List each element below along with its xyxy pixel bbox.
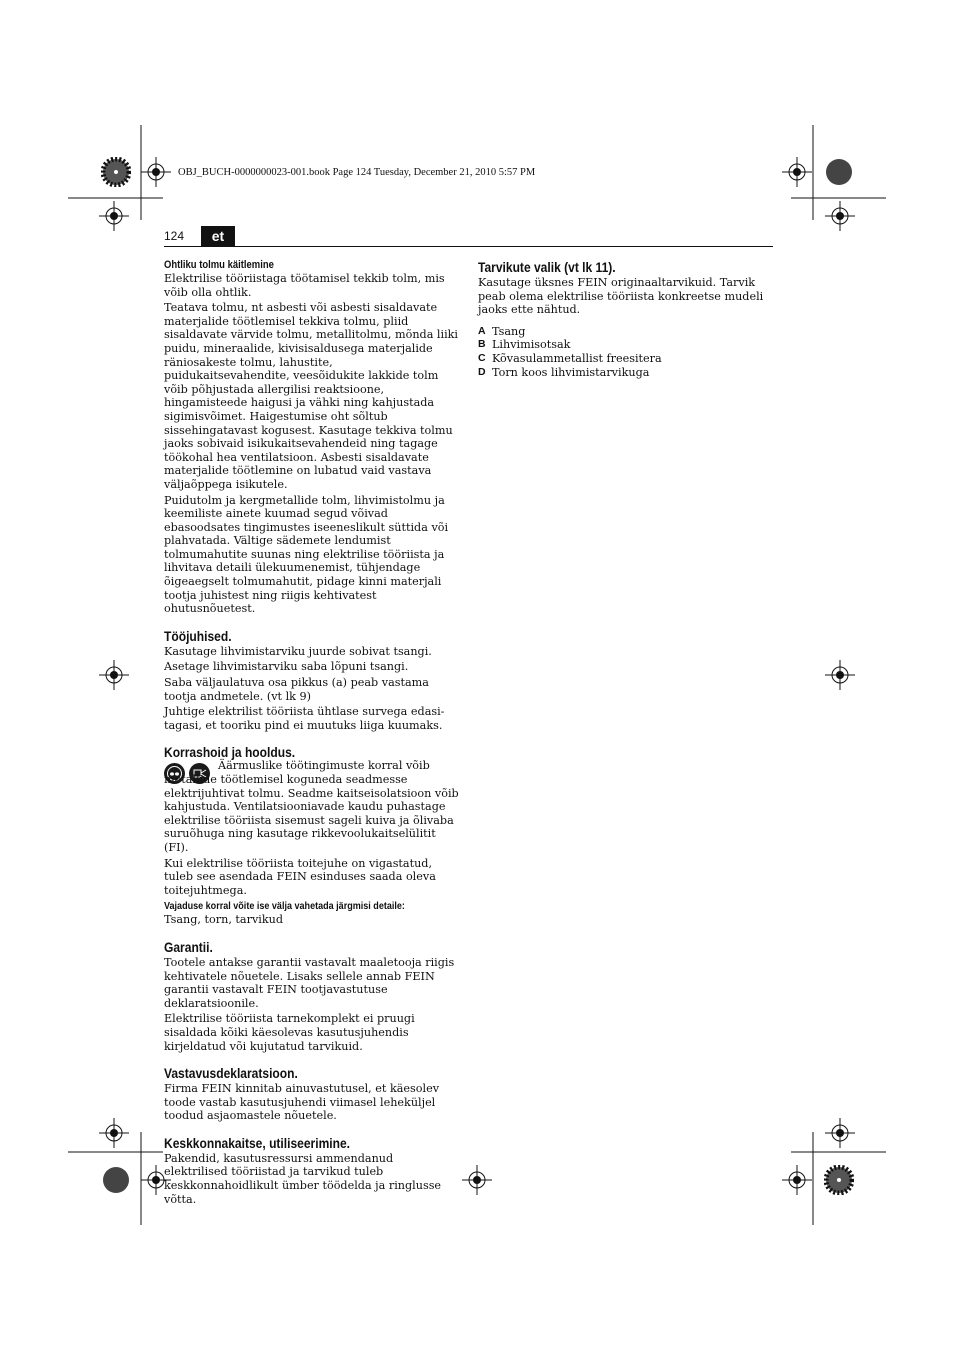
work-paragraph-3: Saba väljaulatuva osa pikkus (a) peab vastama tootja andmetele. (vt lk 9) — [164, 676, 429, 703]
work-paragraph-1: Kasutage lihvimistarviku juurde sobivat tsangi. — [164, 644, 432, 658]
list-item-text: Tsang — [492, 324, 526, 338]
color-dial-icon — [101, 1165, 131, 1195]
language-tab: et — [201, 226, 235, 246]
dust-paragraph-3: Puidutolm ja kergmetallide tolm, lihvimistolmu ja keemiliste ainete kuumad segud võivad ebasoodsates tingimustes iseeneslikult süttida või plahvatada. Vältige sädemete lendumist tolmumahutite suunas ning elektrilise tööriista ja lihvitava detaili ülekuumenemist, tühjendage õigeaegselt tolmumahutit, pidage kinni materjali tootja juhistest ning riigis kehtivatest ohutusnõuetest. — [164, 493, 449, 616]
maintenance-subheading: Vajaduse korral võite ise välja vahetada järgmisi detaile: — [164, 900, 405, 913]
left-column — [164, 258, 460, 1208]
list-item-text: Lihvimisotsak — [492, 338, 571, 352]
work-paragraph-4: Juhtige elektrilist tööriista ühtlase survega edasi-tagasi, et tooriku pind ei muutuks liiga kuumaks. — [164, 705, 445, 732]
accessories-heading: Tarvikute valik (vt lk 11). — [478, 259, 616, 275]
list-item-key: B — [478, 338, 486, 351]
registration-mark-icon — [782, 157, 812, 187]
print-header: OBJ_BUCH-0000000023-001.book Page 124 Tuesday, December 21, 2010 5:57 PM — [178, 167, 536, 178]
registration-mark-icon — [825, 660, 855, 690]
list-item — [478, 338, 774, 352]
list-item-key: D — [478, 365, 486, 378]
registration-mark-icon — [825, 201, 855, 231]
warranty-heading: Garantii. — [164, 938, 213, 955]
environment-paragraph: Pakendid, kasutusressursi ammendanud elektrilised tööriistad ja tarvikud tuleb keskkonnahoidlikult ümber töödelda ja ringlusse võtta. — [164, 1151, 442, 1206]
work-heading: Tööjuhised. — [164, 627, 232, 644]
conformity-paragraph: Firma FEIN kinnitab ainuvastutusel, et käesolev toode vastab kasutusjuhendi viimasel leheküljel toodud asjaomastele nõuetele. — [164, 1082, 440, 1123]
work-paragraph-2: Asetage lihvimistarviku saba lõpuni tsangi. — [164, 660, 409, 674]
page-number: 124 — [164, 229, 185, 243]
dust-heading: Ohtliku tolmu käitlemine — [164, 259, 274, 271]
maintenance-heading: Korrashoid ja hooldus. — [164, 744, 296, 761]
right-column — [478, 258, 774, 379]
registration-mark-icon — [99, 201, 129, 231]
color-dial-icon — [824, 157, 854, 187]
maintenance-paragraph-2: Kui elektrilise tööriista toitejuhe on vigastatud, tuleb see asendada FEIN esinduses saada oleva toitejuhtmega. — [164, 856, 436, 897]
list-item-text: Torn koos lihvimistarvikuga — [492, 365, 650, 379]
maintenance-paragraph-1: Äärmuslike töötingimuste korral võib metallide töötlemisel koguneda seadmesse elektrijuhtivat tolmu. Seadme kaitseisolatsioon võib kahjustuda. Ventilatsiooniavade kaudu puhastage elektrilise tööriista sisemust sageli kuiva ja õlivaba suruõhuga ning kasutage rikkevoolukaitselülitit (FI). — [164, 759, 459, 854]
registration-mark-icon — [462, 1165, 492, 1195]
registration-mark-icon — [825, 1118, 855, 1148]
registration-mark-icon — [782, 1165, 812, 1195]
list-item-key: C — [478, 351, 486, 364]
color-dial-icon — [101, 157, 131, 187]
conformity-heading: Vastavusdeklaratsioon. — [164, 1065, 298, 1082]
color-dial-icon — [824, 1165, 854, 1195]
list-item — [478, 352, 774, 366]
maintenance-paragraph-3: Tsang, torn, tarvikud — [164, 913, 283, 927]
list-item-key: A — [478, 324, 486, 337]
registration-mark-icon — [141, 157, 171, 187]
dust-paragraph-1: Elektrilise tööriistaga töötamisel tekkib tolm, mis võib olla ohtlik. — [164, 272, 445, 299]
list-item — [478, 366, 774, 380]
accessories-paragraph: Kasutage üksnes FEIN originaaltarvikuid. Tarvik peab olema elektrilise tööriista konkreetse mudeli jaoks ette nähtud. — [478, 276, 764, 317]
list-item-text: Kõvasulammetallist freesitera — [492, 351, 662, 365]
warranty-paragraph-1: Tootele antakse garantii vastavalt maaletooja riigis kehtivatele nõuetele. Lisaks sellele annab FEIN garantii vastavalt FEIN tootjavastutuse deklaratsioonile. — [164, 955, 455, 1010]
list-item — [478, 325, 774, 339]
registration-mark-icon — [99, 660, 129, 690]
warranty-paragraph-2: Elektrilise tööriista tarnekomplekt ei pruugi sisaldada kõiki käesolevas kasutusjuhendis kirjeldatud või kujutatud tarvikuid. — [164, 1012, 415, 1053]
registration-mark-icon — [99, 1118, 129, 1148]
environment-heading: Keskkonnakaitse, utiliseerimine. — [164, 1134, 351, 1151]
header-rule — [164, 246, 773, 247]
dust-paragraph-2: Teatava tolmu, nt asbesti või asbesti sisaldavate materjalide töötlemisel tekkiva tolmu, pliid sisaldavate värvide tolmu, metallitolmu, mõnda liiki puidu, mineraalide, kivisisaldusega materjalide räniosakeste tolmu, lahustite, puidukaitsevahendite, veesõidukite lakkide tolm võib põhjustada allergilisi reaktsioone, hingamisteede haigusi ja vähki ning kahjustada sigimisvõimet. Haigestumise oht sõltub sissehingatavast kogusest. Kasutage tekkiva tolmu jaoks sobivaid isikukaitsevahendeid ning tagage töökohal hea ventilatsioon. Asbesti sisaldavate materjalide töötlemine on lubatud vaid vastava väljaõppega isikutele. — [164, 301, 459, 491]
